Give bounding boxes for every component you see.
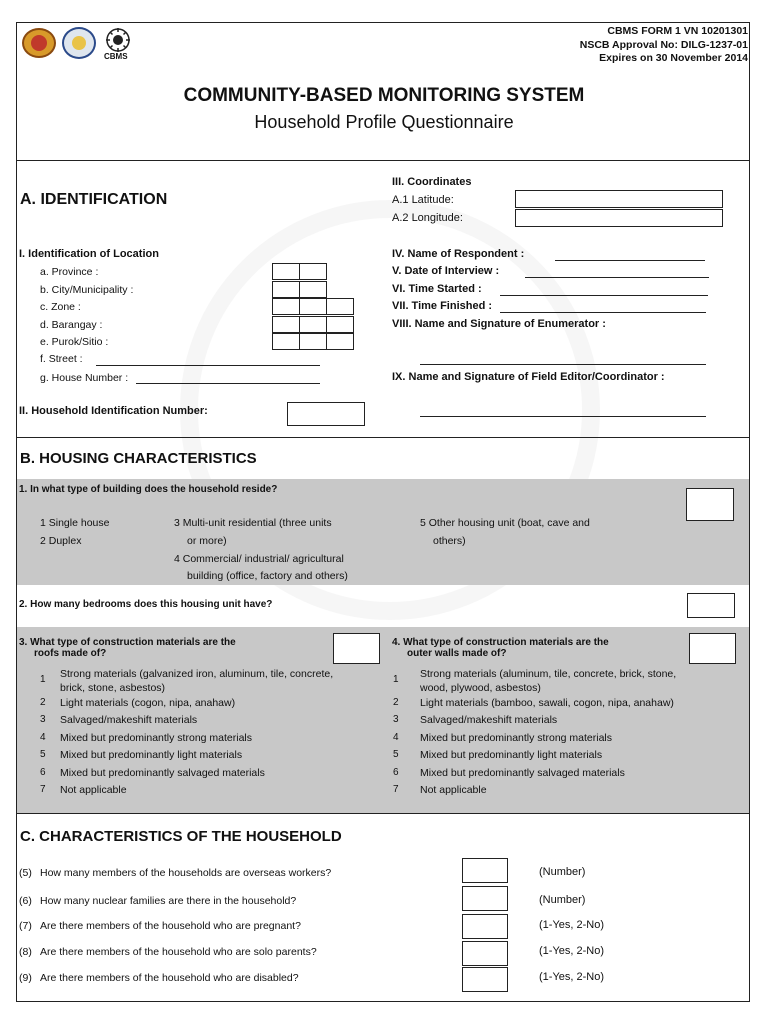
label-latitude: A.1 Latitude: xyxy=(392,194,454,206)
q1-opt-2: 2 Duplex xyxy=(40,535,82,547)
roof-opt-1-num: 1 xyxy=(40,674,46,685)
q8-number: (8) xyxy=(19,946,32,958)
label-respondent: IV. Name of Respondent : xyxy=(392,248,525,260)
purok-code-cell-1[interactable] xyxy=(272,333,300,350)
roof-opt-6-num: 6 xyxy=(40,767,46,778)
roof-opt-6: Mixed but predominantly salvaged materials xyxy=(60,767,265,779)
q1-opt-4: 4 Commercial/ industrial/ agricultural xyxy=(174,553,344,565)
q4-answer-box[interactable] xyxy=(689,633,736,664)
q1-opt-3-cont: or more) xyxy=(187,535,227,547)
hh-id-input[interactable] xyxy=(287,402,365,426)
q1-text: 1. In what type of building does the household reside? xyxy=(19,484,278,495)
wall-opt-7: Not applicable xyxy=(420,784,487,796)
label-province: a. Province : xyxy=(40,266,99,278)
seal-logo-1 xyxy=(22,28,56,58)
roof-opt-5-num: 5 xyxy=(40,749,46,760)
province-code-cell-1[interactable] xyxy=(272,263,300,280)
location-heading: I. Identification of Location xyxy=(19,248,159,260)
q1-opt-5-cont: others) xyxy=(433,535,466,547)
street-line[interactable] xyxy=(96,365,320,366)
label-hh-id: II. Household Identification Number: xyxy=(19,405,208,417)
wall-opt-2: Light materials (bamboo, sawali, cogon, nipa, anahaw) xyxy=(420,697,674,709)
latitude-input[interactable] xyxy=(515,190,723,208)
wall-opt-3: Salvaged/makeshift materials xyxy=(420,714,558,726)
q5-number: (5) xyxy=(19,867,32,879)
q2-text: 2. How many bedrooms does this housing unit have? xyxy=(19,599,273,610)
section-b-heading: B. HOUSING CHARACTERISTICS xyxy=(20,450,257,467)
barangay-code-cell-3[interactable] xyxy=(326,316,354,333)
wall-opt-2-num: 2 xyxy=(393,697,399,708)
section-c-heading: C. CHARACTERISTICS OF THE HOUSEHOLD xyxy=(20,828,342,845)
wall-opt-7-num: 7 xyxy=(393,784,399,795)
q8-answer-box[interactable] xyxy=(462,941,508,966)
coords-heading: III. Coordinates xyxy=(392,176,472,188)
wall-opt-6: Mixed but predominantly salvaged materials xyxy=(420,767,625,779)
city-code-cell-1[interactable] xyxy=(272,281,300,298)
q3-text-cont: roofs made of? xyxy=(34,648,107,659)
label-time-finished: VII. Time Finished : xyxy=(392,300,493,312)
q5-answer-box[interactable] xyxy=(462,858,508,883)
wall-opt-1-cont: wood, plywood, asbestos) xyxy=(420,682,541,694)
cbms-logo-label: CBMS xyxy=(104,52,128,61)
wall-opt-5: Mixed but predominantly light materials xyxy=(420,749,603,761)
approval-number: NSCB Approval No: DILG-1237-01 xyxy=(579,39,748,51)
label-purok: e. Purok/Sitio : xyxy=(40,336,109,348)
divider-section-b xyxy=(16,813,750,814)
divider-header xyxy=(16,160,750,161)
q6-hint: (Number) xyxy=(539,894,586,906)
roof-opt-7: Not applicable xyxy=(60,784,127,796)
label-field-editor: IX. Name and Signature of Field Editor/Coordinator : xyxy=(392,371,665,383)
wall-opt-5-num: 5 xyxy=(393,749,399,760)
roof-opt-4-num: 4 xyxy=(40,732,46,743)
q4-text-cont: outer walls made of? xyxy=(407,648,507,659)
wall-opt-1-num: 1 xyxy=(393,674,399,685)
label-enumerator: VIII. Name and Signature of Enumerator : xyxy=(392,318,606,330)
q1-answer-box[interactable] xyxy=(686,488,734,521)
respondent-line[interactable] xyxy=(555,260,705,261)
wall-opt-4-num: 4 xyxy=(393,732,399,743)
roof-opt-4: Mixed but predominantly strong materials xyxy=(60,732,253,744)
roof-opt-1: Strong materials (galvanized iron, aluminum, tile, concrete, xyxy=(60,668,334,680)
roof-opt-5: Mixed but predominantly light materials xyxy=(60,749,243,761)
q7-number: (7) xyxy=(19,920,32,932)
q2-answer-box[interactable] xyxy=(687,593,735,618)
q1-opt-1: 1 Single house xyxy=(40,517,110,529)
q9-hint: (1-Yes, 2-No) xyxy=(539,971,605,983)
q5-hint: (Number) xyxy=(539,866,586,878)
label-zone: c. Zone : xyxy=(40,301,81,313)
q9-number: (9) xyxy=(19,972,32,984)
label-street: f. Street : xyxy=(40,353,83,365)
q3-answer-box[interactable] xyxy=(333,633,380,664)
date-interview-line[interactable] xyxy=(525,277,709,278)
wall-opt-3-num: 3 xyxy=(393,714,399,725)
q7-answer-box[interactable] xyxy=(462,914,508,939)
roof-opt-3-num: 3 xyxy=(40,714,46,725)
q9-answer-box[interactable] xyxy=(462,967,508,992)
field-editor-line[interactable] xyxy=(420,416,706,417)
q1-opt-3: 3 Multi-unit residential (three units xyxy=(174,517,332,529)
q1-opt-4-cont: building (office, factory and others) xyxy=(187,570,348,582)
longitude-input[interactable] xyxy=(515,209,723,227)
zone-code-cell-1[interactable] xyxy=(272,298,300,315)
roof-opt-1-cont: brick, stone, asbestos) xyxy=(60,682,166,694)
q5-text: How many members of the households are overseas workers? xyxy=(40,867,332,879)
enumerator-line[interactable] xyxy=(420,364,706,365)
zone-code-cell-3[interactable] xyxy=(326,298,354,315)
page-title: COMMUNITY-BASED MONITORING SYSTEM xyxy=(183,85,585,106)
expiry-date: Expires on 30 November 2014 xyxy=(599,52,748,64)
q6-answer-box[interactable] xyxy=(462,886,508,911)
q6-text: How many nuclear families are there in the household? xyxy=(40,895,297,907)
wall-opt-4: Mixed but predominantly strong materials xyxy=(420,732,613,744)
house-number-line[interactable] xyxy=(136,383,320,384)
label-house-number: g. House Number : xyxy=(40,372,129,384)
q7-hint: (1-Yes, 2-No) xyxy=(539,919,605,931)
barangay-code-cell-1[interactable] xyxy=(272,316,300,333)
divider-section-a xyxy=(16,437,750,438)
section-a-heading: A. IDENTIFICATION xyxy=(20,191,168,208)
purok-code-cell-3[interactable] xyxy=(326,333,354,350)
wall-opt-6-num: 6 xyxy=(393,767,399,778)
form-code: CBMS FORM 1 VN 10201301 xyxy=(607,25,748,37)
city-code-cell-2[interactable] xyxy=(299,281,327,298)
q1-opt-5: 5 Other housing unit (boat, cave and xyxy=(420,517,590,529)
barangay-code-cell-2[interactable] xyxy=(299,316,327,333)
province-code-cell-2[interactable] xyxy=(299,263,327,280)
zone-code-cell-2[interactable] xyxy=(299,298,327,315)
cbms-logo xyxy=(102,27,134,53)
q8-text: Are there members of the household who are solo parents? xyxy=(40,946,317,958)
q3-text: 3. What type of construction materials are the xyxy=(19,637,236,648)
roof-opt-2: Light materials (cogon, nipa, anahaw) xyxy=(60,697,236,709)
time-started-line[interactable] xyxy=(500,295,708,296)
roof-opt-7-num: 7 xyxy=(40,784,46,795)
wall-opt-1: Strong materials (aluminum, tile, concrete, brick, stone, xyxy=(420,668,677,680)
q7-text: Are there members of the household who are pregnant? xyxy=(40,920,301,932)
label-time-started: VI. Time Started : xyxy=(392,283,482,295)
q8-hint: (1-Yes, 2-No) xyxy=(539,945,605,957)
time-finished-line[interactable] xyxy=(500,312,706,313)
label-date-interview: V. Date of Interview : xyxy=(392,265,500,277)
q4-text: 4. What type of construction materials are the xyxy=(392,637,609,648)
label-city: b. City/Municipality : xyxy=(40,284,134,296)
q9-text: Are there members of the household who are disabled? xyxy=(40,972,299,984)
q6-number: (6) xyxy=(19,895,32,907)
page-subtitle: Household Profile Questionnaire xyxy=(254,112,514,132)
roof-opt-2-num: 2 xyxy=(40,697,46,708)
label-barangay: d. Barangay : xyxy=(40,319,103,331)
label-longitude: A.2 Longitude: xyxy=(392,212,463,224)
purok-code-cell-2[interactable] xyxy=(299,333,327,350)
seal-logo-2 xyxy=(62,27,96,59)
roof-opt-3: Salvaged/makeshift materials xyxy=(60,714,198,726)
